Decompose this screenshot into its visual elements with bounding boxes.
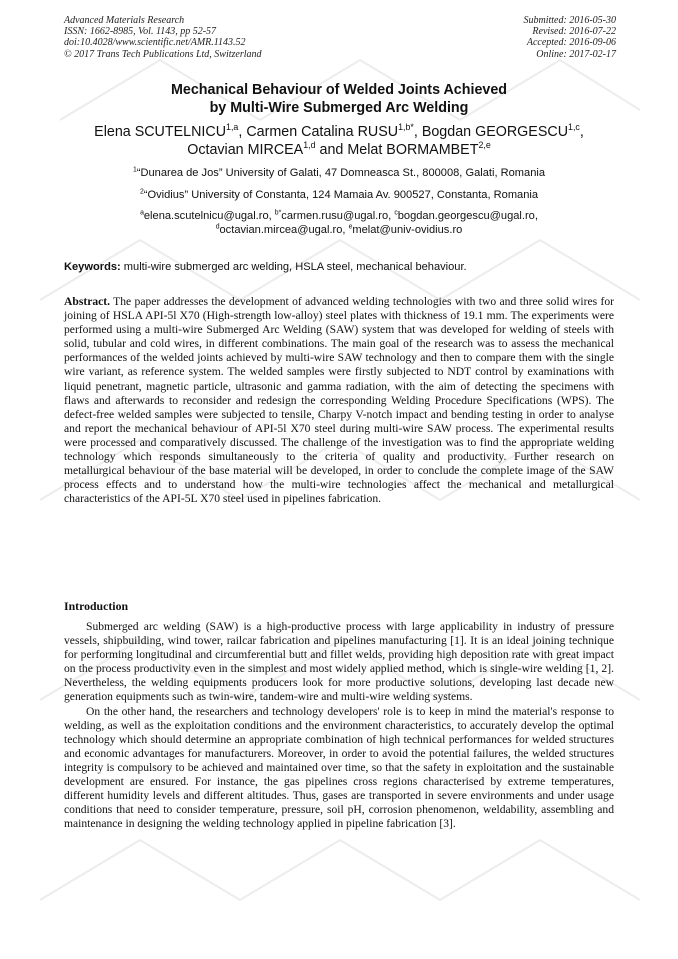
- author-sup: 1,c: [568, 122, 580, 133]
- email-sup: e: [348, 222, 353, 230]
- email-line-1: [50, 210, 628, 224]
- affiliation-text: “Dunarea de Jos” University of Galati, 47 Domneasca St., 800008, Galati, Romania: [136, 167, 546, 179]
- keywords: [64, 261, 467, 273]
- email-link[interactable]: carmen.rusu@ugal.ro,: [281, 210, 395, 222]
- revised-date: Revised: 2016-07-22: [532, 26, 616, 38]
- keywords-label: Keywords:: [64, 261, 121, 273]
- affiliation-2: [50, 189, 628, 203]
- issn-line: ISSN: 1662-8985, Vol. 1143, pp 52-57: [64, 26, 217, 38]
- copyright-line: © 2017 Trans Tech Publications Ltd, Switzerland: [64, 48, 262, 60]
- introduction-paragraph-2: On the other hand, the researchers and technology developers' role is to keep in mind the material's response to welding, as well as the exploitation conditions and the environment characteristics, to accurately develop the optimal technology which should determine an appropriate combination of high technical performances for welded structures and economic advantages for manufacturers. Moreover, in order to avoid the potential failures, the welded structures integrity is compulsory to be achieved and maintained over time, so that the safety in exploitation and the sustainable development are ensured. For instance, the gas pipelines cross regions characterised by extreme temperatures, different humidity levels and different altitudes. Thus, gases are transported in severe environments and under usage conditions that need to consider temperature, pressure, soil pH, corrosion phenomenon, weldability, assembling and maintenance in designing the welding technology applied in pipeline fabrication [3].: [64, 704, 614, 831]
- email-sup: c: [394, 209, 398, 217]
- introduction-body: [64, 620, 614, 831]
- separator: ,: [238, 124, 247, 140]
- keywords-text: multi-wire submerged arc welding, HSLA steel, mechanical behaviour.: [120, 261, 467, 273]
- author-line-2: [56, 141, 622, 159]
- email-link[interactable]: octavian.mircea@ugal.ro,: [219, 223, 349, 236]
- email-line-2: [50, 224, 628, 238]
- section-heading-introduction: Introduction: [64, 599, 129, 613]
- author-name: Elena SCUTELNICU: [94, 124, 227, 140]
- email-sup: b*: [274, 209, 282, 217]
- affiliation-sup: 1: [132, 166, 137, 174]
- author-sup: 1,b*: [398, 122, 414, 133]
- publication-dates: [524, 15, 617, 60]
- abstract-paragraph: [64, 295, 614, 506]
- title-line-1: Mechanical Behaviour of Welded Joints Achieved: [170, 82, 508, 98]
- separator: ,: [579, 124, 584, 140]
- abstract: [64, 295, 614, 506]
- email-list: [50, 210, 628, 237]
- affiliation-sup: 2: [139, 188, 144, 196]
- author-sup: 2,e: [478, 140, 491, 151]
- email-sup: d: [215, 222, 220, 230]
- email-link[interactable]: bogdan.georgescu@ugal.ro,: [397, 210, 538, 222]
- author-list: [56, 123, 622, 159]
- email-sup: a: [140, 209, 144, 217]
- separator: and: [315, 142, 348, 158]
- abstract-text: The paper addresses the development of advanced welding technologies with two and three solid wires for joining of HSLA API-5l X70 (High-strength low-alloy) steel plates with thickness of 19.1 mm. The experiments were performed using a multi-wire Submerged Arc Welding (SAW) system that was developed for welding of steels with solid, tubular and cold wires, in different combinations. The main goal of the research was to assess the mechanical performances of the welded joints achieved by multi-wire SAW technology and then to compare them with the single wire variant, as reference system. The welded samples were firstly subjected to NDT control by examinations with liquid penetrant, magnetic particle, ultrasonic and gamma radiation, with the aim of detecting the specimens with flaws and afterwards to reconsider and redesign the corresponding Welding Procedure Specifications (WPS). The defect-free welded samples were subjected to tensile, Charpy V-notch impact and bending testing in order to analyse and report the mechanical behaviour of API-5l X70 steel during multi-wire SAW process. The experimental results were processed and comparatively discussed. The challenge of the investigation was to find the appropriate welding technology which responds simultaneously to the criteria of quality and productivity. Further research on metallurgical behaviour of the base material will be developed, in order to conclude the complete image of the SAW process effects and to understand how the multi-wire technologies affect the mechanical and metallurgical characteristics of the API-5L X70 steel used in pipelines fabrication.: [64, 295, 614, 506]
- accepted-date: Accepted: 2016-09-06: [526, 37, 616, 49]
- author-sup: 1,d: [303, 140, 316, 151]
- separator: ,: [413, 124, 422, 140]
- author-name: Melat BORMAMBET: [347, 142, 479, 158]
- author-name: Carmen Catalina RUSU: [246, 124, 399, 140]
- paper-title: [60, 81, 618, 117]
- title-line-2: by Multi-Wire Submerged Arc Welding: [209, 100, 469, 116]
- author-name: Octavian MIRCEA: [187, 142, 304, 158]
- email-link[interactable]: elena.scutelnicu@ugal.ro,: [143, 210, 275, 222]
- online-date: Online: 2017-02-17: [536, 48, 616, 60]
- affiliation-text: “Ovidius” University of Constanta, 124 Mamaia Av. 900527, Constanta, Romania: [143, 189, 539, 201]
- abstract-label: Abstract.: [64, 295, 111, 308]
- doi-link[interactable]: doi:10.4028/www.scientific.net/AMR.1143.52: [64, 37, 246, 49]
- journal-info: [64, 15, 262, 60]
- affiliation-1: [50, 167, 628, 181]
- author-sup: 1,a: [226, 122, 239, 133]
- email-link[interactable]: melat@univ-ovidius.ro: [352, 223, 463, 236]
- journal-name: Advanced Materials Research: [64, 15, 185, 26]
- author-line-1: [56, 123, 622, 141]
- author-name: Bogdan GEORGESCU: [421, 124, 569, 140]
- introduction-paragraph-1: Submerged arc welding (SAW) is a high-productive process with large applicability in industry of pressure vessels, shipbuilding, wind tower, railcar fabrication and pipelines manufacturing [1]. It is an ideal joining technique for performing longitudinal and circumferential butt and fillet welds, providing high deposition rate with great impact on the process productivity even in the simplest and most widely applied method, which is single-wire welding [1, 2]. Nevertheless, the welding equipments producers look for more productive solutions, developing last decade new generation equipments such as twin-wire, tandem-wire and multi-wire welding systems.: [64, 620, 614, 704]
- submitted-date: Submitted: 2016-05-30: [523, 15, 616, 26]
